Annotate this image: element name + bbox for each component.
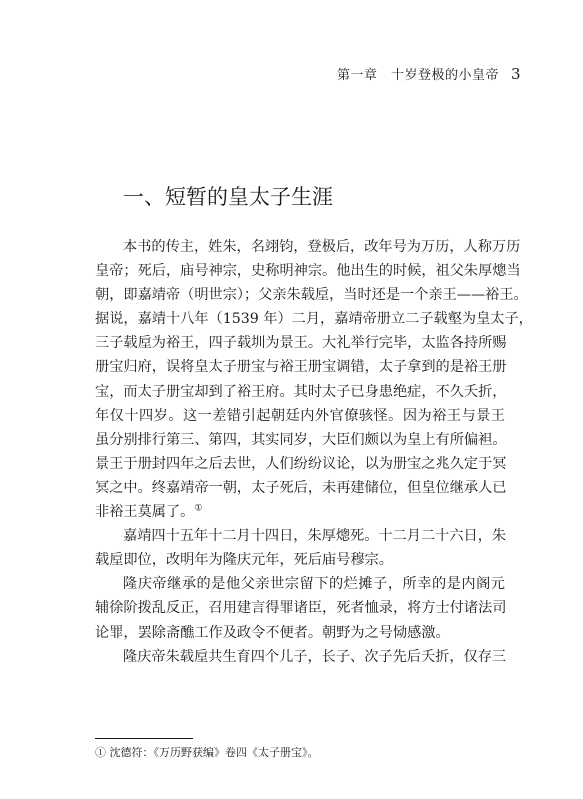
text-line: 宝，而太子册宝却到了裕王府。其时太子已身患绝症，不久夭折， bbox=[95, 383, 507, 400]
footnote-reference[interactable]: ① bbox=[194, 503, 203, 514]
text-line: 虽分别排行第三、第四，其实同岁，大臣们颇以为皇上有所偏袒。 bbox=[95, 431, 507, 448]
section-title: 一、短暂的皇太子生涯 bbox=[123, 185, 333, 209]
text-line: 据说，嘉靖十八年（1539 年）二月，嘉靖帝册立二子载壑为皇太子， bbox=[95, 311, 533, 328]
chapter-title: 第一章 十岁登极的小皇帝 bbox=[336, 68, 499, 83]
paragraph bbox=[95, 572, 505, 644]
text-line: 朝，即嘉靖帝（明世宗）；父亲朱载垕，当时还是一个亲王——裕王。 bbox=[95, 287, 528, 304]
text-line: 年仅十四岁。这一差错引起朝廷内外官僚骇怪。因为裕王与景王 bbox=[95, 407, 505, 424]
text-line: 隆庆帝继承的是他父亲世宗留下的烂摊子，所幸的是内阁元 bbox=[123, 576, 505, 593]
text-line: 冥之中。终嘉靖帝一朝，太子死后，未再建储位，但皇位继承人已 bbox=[95, 479, 507, 496]
text-line: 本书的传主，姓朱，名翊钧，登极后，改年号为万历，人称万历 bbox=[123, 239, 521, 255]
text-line: 册宝归府，误将皇太子册宝与裕王册宝调错，太子拿到的是裕王册 bbox=[95, 359, 507, 376]
footnote-divider bbox=[95, 738, 193, 739]
text-line: 载垕即位，改明年为隆庆元年，死后庙号穆宗。 bbox=[95, 552, 393, 569]
body-text bbox=[95, 235, 533, 669]
text-line: 论罪，罢除斋醮工作及政令不便者。朝野为之号恸感激。 bbox=[95, 624, 450, 641]
paragraph bbox=[95, 235, 533, 524]
paragraph bbox=[95, 645, 505, 669]
text-line: 嘉靖四十五年十二月十四日，朱厚熜死。十二月二十六日，朱 bbox=[123, 528, 507, 545]
page-number: 3 bbox=[510, 65, 521, 83]
footnote bbox=[95, 744, 319, 760]
running-header bbox=[337, 64, 521, 83]
text-line: 辅徐阶拨乱反正，召用建言得罪诸臣，死者恤录，将方士付诸法司 bbox=[95, 600, 507, 617]
text-line: 三子载垕为裕王，四子载圳为景王。大礼举行完毕，太监各持所赐 bbox=[95, 335, 507, 352]
text-line: 皇帝；死后，庙号神宗，史称明神宗。他出生的时候，祖父朱厚熜当 bbox=[95, 263, 521, 280]
footnote-text: 沈德符：《万历野获编》卷四《太子册宝》。 bbox=[109, 746, 319, 759]
paragraph bbox=[95, 524, 505, 572]
text-line: 景王于册封四年之后去世，人们纷纷议论，以为册宝之兆久定于冥 bbox=[95, 455, 507, 472]
footnote-mark: ① bbox=[95, 746, 106, 759]
text-line bbox=[95, 500, 505, 524]
text-line: 隆庆帝朱载垕共生育四个儿子，长子、次子先后夭折，仅存三 bbox=[123, 648, 507, 665]
text-line-content: 非裕王莫属了。 bbox=[95, 504, 195, 521]
